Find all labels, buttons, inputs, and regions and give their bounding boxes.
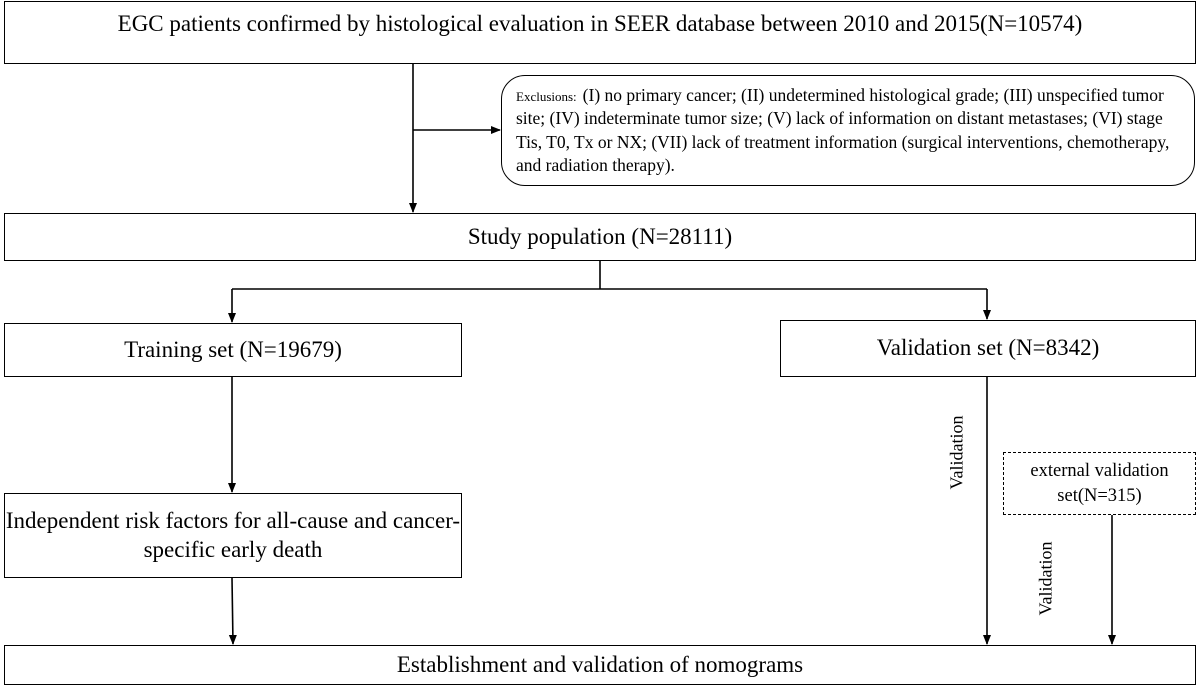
training-set-box [4,323,462,377]
training-set-text: Training set (N=19679) [124,336,342,362]
source-population-box [4,1,1196,64]
validation-edge-label: Validation [946,415,967,490]
source-population-text: EGC patients confirmed by histological evaluation in SEER database between 2010 and 2015(N=10574) [117,11,1083,36]
exclusions-box [501,75,1195,186]
risk-factors-box [4,493,462,578]
validation-set-box [780,320,1196,377]
study-population-text: Study population (N=28111) [467,223,733,249]
exclusions-content [516,84,1184,177]
arrow-risk-to-outcome [232,578,233,644]
external-validation-text: external validation set(N=315) [1030,461,1169,506]
outcome-text: Establishment and validation of nomograms [396,651,804,677]
external-validation-edge-label: Validation [1035,541,1056,616]
exclusions-label: Exclusions: [516,88,577,104]
exclusions-text: (I) no primary cancer; (II) undetermined histological grade; (III) unspecified tumor site; (IV) indeterminate tumor size; (V) lack of information on distant metastases; (VI) stage Tis, T0, Tx or NX; (VII) lack of treatment information (surgical interventions, chemotherapy, and radiation therapy). [516,84,1170,175]
validation-set-text: Validation set (N=8342) [876,335,1100,361]
external-validation-box [1003,452,1196,515]
study-population-box [4,213,1196,261]
risk-factors-text: Independent risk factors for all-cause and cancer-specific early death [5,507,461,562]
outcome-box [4,645,1196,685]
